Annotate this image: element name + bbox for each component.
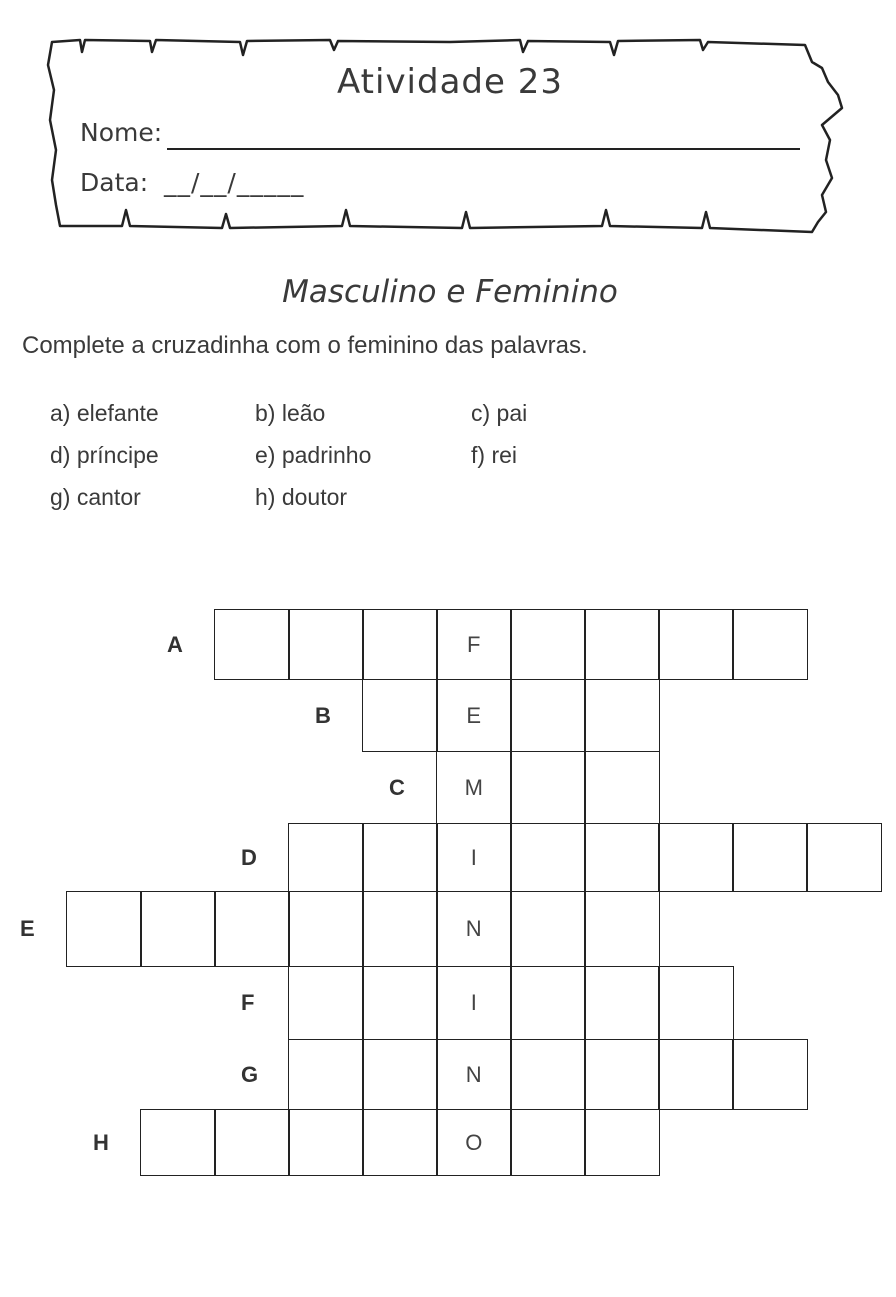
answer-cell[interactable] (288, 966, 364, 1040)
word-item: c) pai (471, 400, 528, 426)
word-item: a) elefante (50, 400, 159, 426)
answer-cell[interactable] (214, 891, 290, 967)
answer-cell[interactable] (584, 1109, 660, 1176)
answer-cell[interactable] (362, 823, 438, 892)
answer-cell[interactable] (510, 966, 586, 1040)
key-letter-cell: I (436, 966, 512, 1040)
row-label: F (241, 990, 255, 1015)
answer-cell[interactable] (362, 966, 438, 1040)
row-label: D (241, 844, 257, 870)
answer-cell[interactable] (214, 609, 290, 680)
answer-cell[interactable] (288, 891, 364, 967)
answer-cell[interactable] (806, 823, 882, 892)
answer-cell[interactable] (510, 609, 586, 680)
key-letter-cell: N (436, 891, 512, 967)
answer-cell[interactable] (584, 891, 660, 967)
row-label: A (167, 631, 183, 657)
instruction-text: Complete a cruzadinha com o feminino das palavras. (22, 332, 588, 359)
key-letter-cell: N (436, 1039, 512, 1110)
date-label: Data: (80, 168, 149, 197)
answer-cell[interactable] (510, 891, 586, 967)
activity-title: Atividade 23 (337, 62, 563, 102)
answer-cell[interactable] (362, 1039, 438, 1110)
answer-cell[interactable] (658, 823, 734, 892)
answer-cell[interactable] (658, 966, 734, 1040)
answer-cell[interactable] (288, 823, 364, 892)
answer-cell[interactable] (510, 679, 586, 752)
answer-cell[interactable] (362, 891, 438, 967)
row-label: H (93, 1129, 109, 1155)
answer-cell[interactable] (732, 1039, 808, 1110)
answer-cell[interactable] (288, 1039, 364, 1110)
key-letter-cell: I (436, 823, 512, 892)
date-blank: __/__/_____ (164, 168, 305, 197)
section-title: Masculino e Feminino (282, 274, 618, 310)
word-item: f) rei (471, 442, 517, 468)
key-letter-cell: O (436, 1109, 512, 1176)
answer-cell[interactable] (584, 751, 660, 824)
answer-cell[interactable] (584, 823, 660, 892)
row-label: B (315, 702, 331, 728)
answer-cell[interactable] (658, 1039, 734, 1110)
answer-cell[interactable] (510, 1109, 586, 1176)
word-item: h) doutor (255, 484, 348, 510)
answer-cell[interactable] (732, 823, 808, 892)
word-item: g) cantor (50, 484, 141, 510)
answer-cell[interactable] (362, 679, 438, 752)
answer-cell[interactable] (510, 751, 586, 824)
key-letter-cell: F (436, 609, 512, 680)
word-item: d) príncipe (50, 442, 159, 468)
answer-cell[interactable] (288, 609, 364, 680)
row-label: G (241, 1061, 259, 1087)
word-item: e) padrinho (255, 442, 372, 468)
answer-cell[interactable] (66, 891, 142, 967)
answer-cell[interactable] (140, 891, 216, 967)
answer-cell[interactable] (510, 823, 586, 892)
answer-cell[interactable] (140, 1109, 216, 1176)
answer-cell[interactable] (584, 679, 660, 752)
name-label: Nome: (80, 118, 163, 147)
row-label: E (20, 916, 35, 941)
answer-cell[interactable] (584, 966, 660, 1040)
word-item: b) leão (255, 400, 326, 426)
key-letter-cell: E (436, 679, 512, 752)
answer-cell[interactable] (362, 1109, 438, 1176)
answer-cell[interactable] (362, 609, 438, 680)
key-letter-cell: M (436, 751, 512, 824)
answer-cell[interactable] (510, 1039, 586, 1110)
answer-cell[interactable] (732, 609, 808, 680)
answer-cell[interactable] (584, 609, 660, 680)
answer-cell[interactable] (658, 609, 734, 680)
answer-cell[interactable] (214, 1109, 290, 1176)
row-label: C (389, 774, 405, 800)
answer-cell[interactable] (584, 1039, 660, 1110)
answer-cell[interactable] (288, 1109, 364, 1176)
